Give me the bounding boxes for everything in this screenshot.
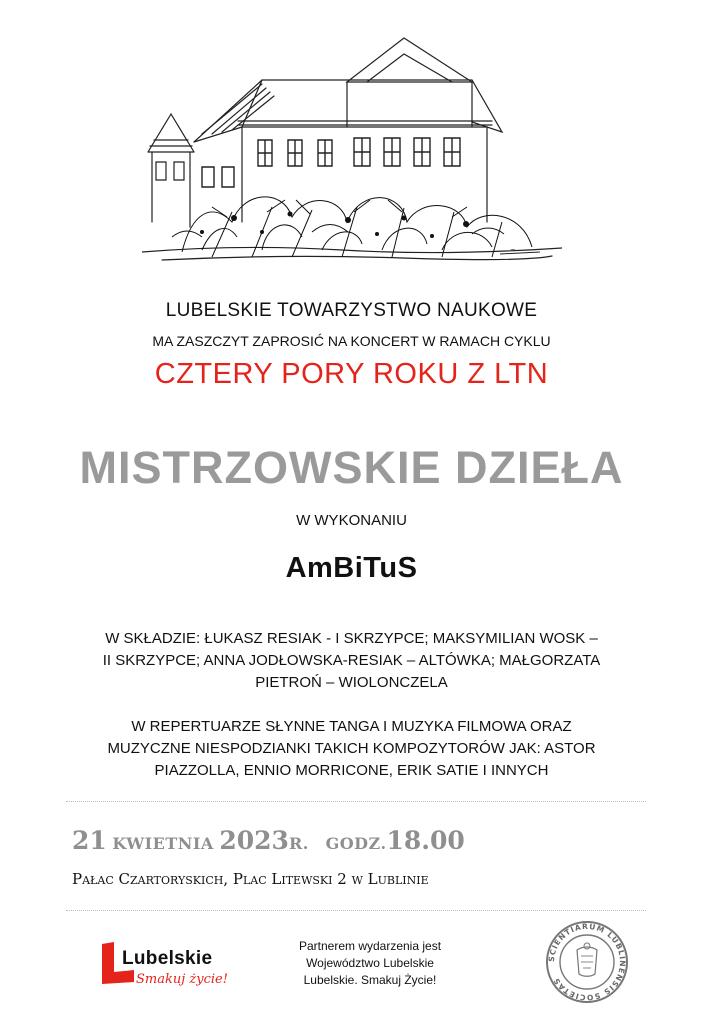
svg-text:~: ~ [510,246,516,254]
partner-line: Partnerem wydarzenia jest [298,939,442,953]
divider [66,910,646,911]
event-venue: Pałac Czartoryskich, Plac Litewski 2 w Lublinie [72,870,429,888]
lineup-line: II SKRZYPCE; ANNA JODŁOWSKA-RESIAK – ALTÓWKA; MAŁGORZATA [102,652,601,669]
event-year-suffix: R. [288,834,309,853]
performed-by-label: W WYKONANIU [296,512,407,529]
manor-house-sketch [142,22,562,272]
invitation-line: MA ZASZCZYT ZAPROSIĆ NA KONCERT W RAMACH CYKLU [152,333,551,349]
partner-note [260,938,480,989]
event-month: KWIETNIA [112,834,214,853]
event-date [72,826,465,855]
event-day: 21 [72,826,107,855]
logo-name: Lubelskie [122,948,213,969]
event-time: 18.00 [386,826,465,855]
partner-line: Lubelskie. Smakuj Życie! [303,973,437,987]
concert-title: MISTRZOWSKIE DZIEŁA [79,442,624,493]
lineup-line: W SKŁADZIE: ŁUKASZ RESIAK - I SKRZYPCE; MAKSYMILIAN WOSK – [105,630,598,647]
organization-name: LUBELSKIE TOWARZYSTWO NAUKOWE [165,300,538,321]
event-year: 2023 [219,826,289,855]
lineup-text [0,628,703,694]
lubelskie-logo [100,940,230,995]
society-seal-icon [545,920,629,1004]
repertoire-line: W REPERTUARZE SŁYNNE TANGA I MUZYKA FILMOWA ORAZ [131,718,572,735]
logo-slogan: Smakuj życie! [136,972,228,987]
seal-text: SCIENTIARUM LUBLINENSIS SOCIETAS [546,921,628,1003]
divider [66,801,646,802]
cycle-title: CZTERY PORY ROKU Z LTN [154,358,549,390]
repertoire-line: MUZYCZNE NIESPODZIANKI TAKICH KOMPOZYTORÓW JAK: ASTOR [107,740,596,757]
repertoire-text [0,716,703,782]
ensemble-name: AmBiTuS [285,552,418,584]
event-time-label: GODZ. [325,834,387,853]
partner-line: Województwo Lubelskie [306,956,434,970]
repertoire-line: PIAZZOLLA, ENNIO MORRICONE, ERIK SATIE I INNYCH [154,762,549,779]
lineup-line: PIETROŃ – WIOLONCZELA [255,674,448,691]
